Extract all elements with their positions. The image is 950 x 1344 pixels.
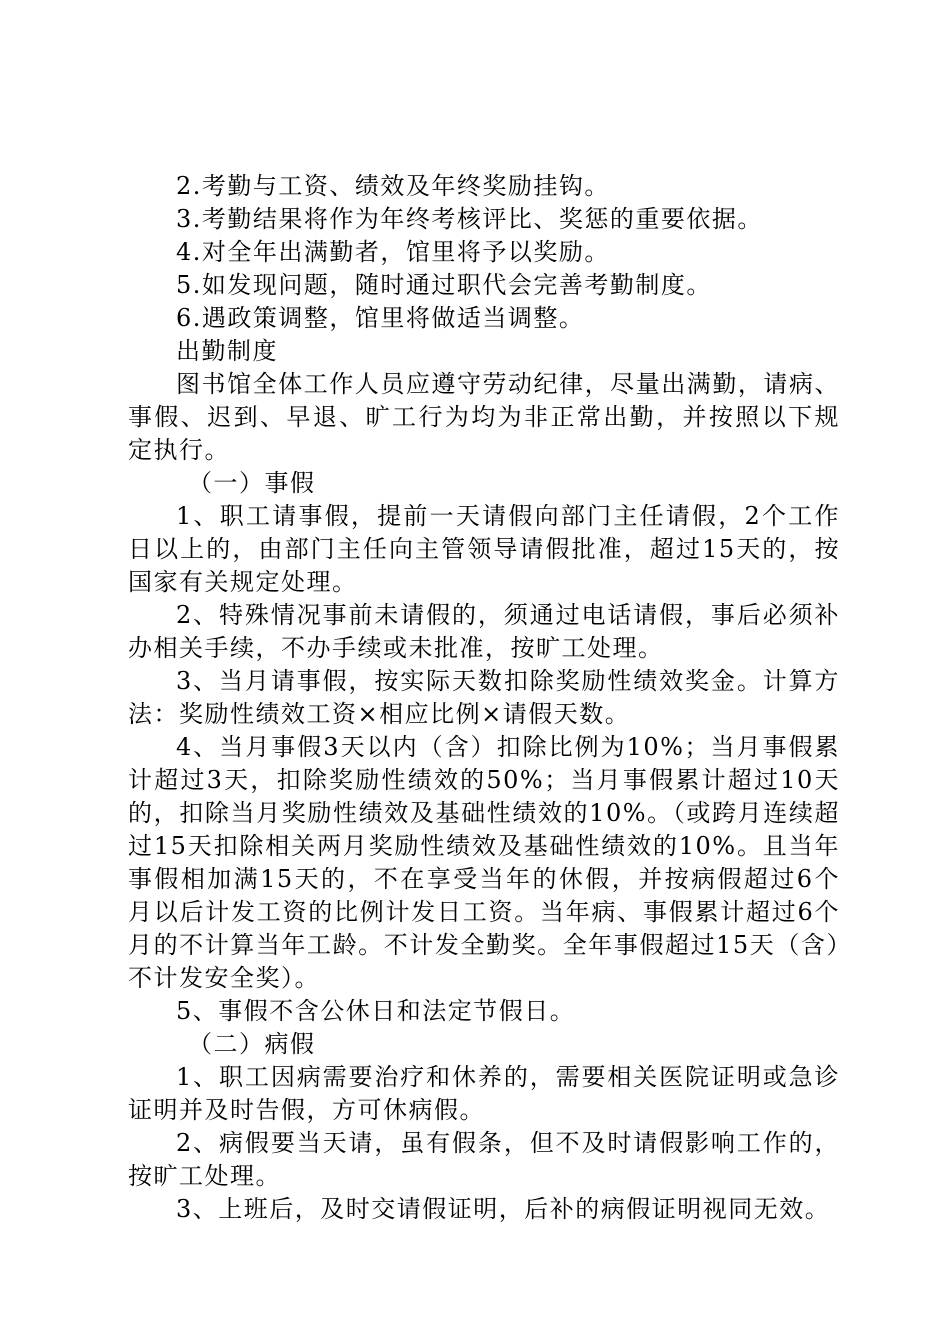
personal-leave-item: 4、当月事假3天以内（含）扣除比例为10%；当月事假累计超过3天，扣除奖励性绩效的50%；当月事假累计超过10天的，扣除当月奖励性绩效及基础性绩效的10%。（或跨月连续超过15天扣除相关两月奖励性绩效及基础性绩效的10%。且当年事假相加满15天的，不在享受当年的休假，并按病假超过6个月以后计发工资的比例计发日工资。当年病、事假累计超过6个月的不计算当年工龄。不计发全勤奖。全年事假超过15天（含）不计发安全奖）。 [128,733,840,992]
sick-leave-item: 1、职工因病需要治疗和休养的，需要相关医院证明或急诊证明并及时告假，方可休病假。 [128,1063,840,1124]
rule-item-5: 5.如发现问题，随时通过职代会完善考勤制度。 [176,271,712,299]
personal-leave-item: 3、当月请事假，按实际天数扣除奖励性绩效奖金。计算方法：奖励性绩效工资×相应比例×请假天数。 [128,667,840,728]
document-body [128,170,840,1226]
personal-leave-item: 1、职工请事假，提前一天请假向部门主任请假，2个工作日以上的，由部门主任向主管领导请假批准，超过15天的，按国家有关规定处理。 [128,502,840,596]
section-intro: 图书馆全体工作人员应遵守劳动纪律，尽量出满勤，请病、事假、迟到、早退、旷工行为均为非正常出勤，并按照以下规定执行。 [128,370,840,464]
personal-leave-heading: （一）事假 [188,469,316,497]
personal-leave-item: 5、事假不含公休日和法定节假日。 [176,997,576,1025]
sick-leave-item: 3、上班后，及时交请假证明，后补的病假证明视同无效。 [176,1195,831,1223]
sick-leave-item: 2、病假要当天请，虽有假条，但不及时请假影响工作的，按旷工处理。 [128,1129,840,1190]
rule-item-3: 3.考勤结果将作为年终考核评比、奖惩的重要依据。 [176,205,763,233]
personal-leave-item: 2、特殊情况事前未请假的，须通过电话请假，事后必须补办相关手续，不办手续或未批准，按旷工处理。 [128,601,840,662]
rule-item-6: 6.遇政策调整，馆里将做适当调整。 [176,304,585,332]
section-title: 出勤制度 [176,337,278,365]
rule-item-4: 4.对全年出满勤者，馆里将予以奖励。 [176,238,610,266]
rule-item-2: 2.考勤与工资、绩效及年终奖励挂钩。 [176,172,610,200]
sick-leave-heading: （二）病假 [188,1030,316,1058]
